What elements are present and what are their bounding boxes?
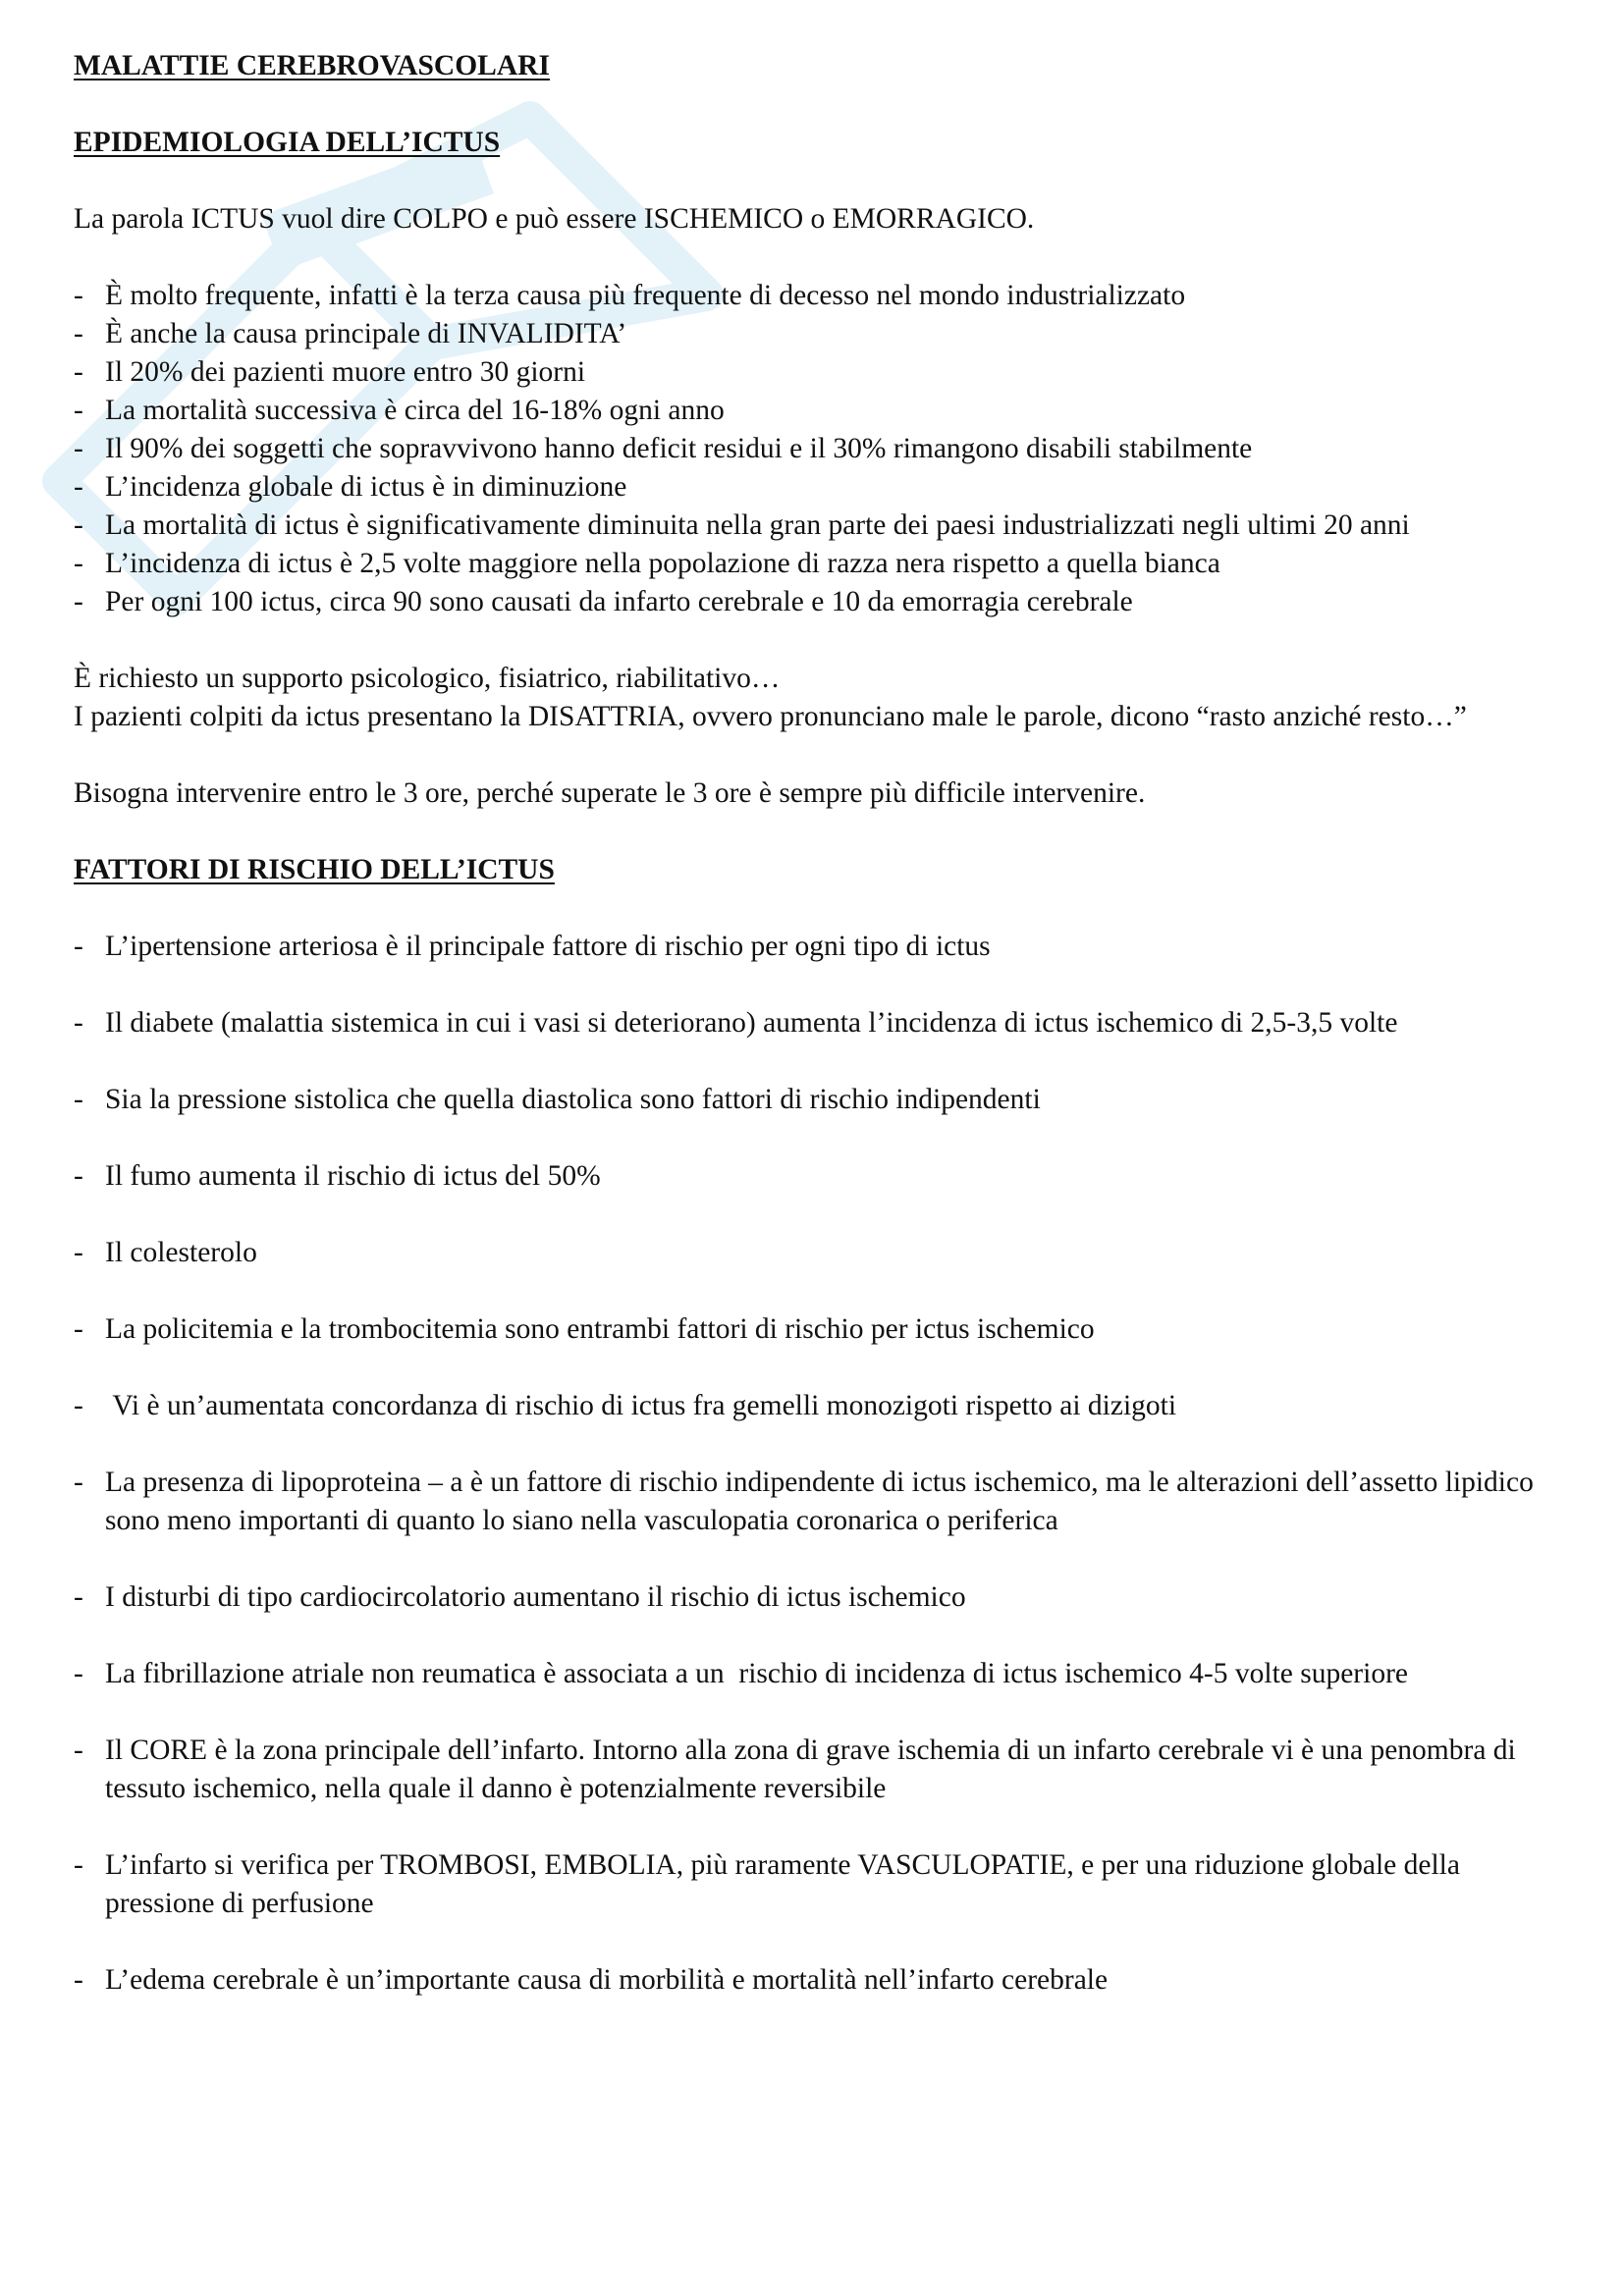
list-item: - Il colesterolo bbox=[74, 1234, 1546, 1272]
list-item: - La presenza di lipoproteina – a è un fattore di rischio indipendente di ictus ischemico, ma le alterazioni dell’assetto lipidico sono meno importanti di quanto lo siano nella vasculopatia coronarica o periferica bbox=[74, 1464, 1546, 1540]
list-item: - La policitemia e la trombocitemia sono entrambi fattori di rischio per ictus ischemico bbox=[74, 1310, 1546, 1349]
list-item: - È molto frequente, infatti è la terza causa più frequente di decesso nel mondo industrializzato bbox=[74, 277, 1546, 315]
risk-factors-list bbox=[74, 928, 1546, 2000]
list-item: - Il 20% dei pazienti muore entro 30 giorni bbox=[74, 353, 1546, 392]
list-item: - Per ogni 100 ictus, circa 90 sono causati da infarto cerebrale e 10 da emorragia cerebrale bbox=[74, 583, 1546, 621]
list-item: - Il fumo aumenta il rischio di ictus del 50% bbox=[74, 1157, 1546, 1196]
list-item: - La fibrillazione atriale non reumatica è associata a un rischio di incidenza di ictus ischemico 4-5 volte superiore bbox=[74, 1655, 1546, 1693]
list-item: - I disturbi di tipo cardiocircolatorio aumentano il rischio di ictus ischemico bbox=[74, 1578, 1546, 1617]
list-item: - L’incidenza di ictus è 2,5 volte maggiore nella popolazione di razza nera rispetto a quella bianca bbox=[74, 545, 1546, 583]
list-item: - La mortalità successiva è circa del 16-18% ogni anno bbox=[74, 392, 1546, 430]
paragraph-dysarthria: I pazienti colpiti da ictus presentano la DISATTRIA, ovvero pronunciano male le parole, dicono “rasto anziché resto…” bbox=[74, 701, 1467, 732]
list-item: - Il 90% dei soggetti che sopravvivono hanno deficit residui e il 30% rimangono disabili stabilmente bbox=[74, 430, 1546, 468]
section-heading-risk-factors: FATTORI DI RISCHIO DELL’ICTUS bbox=[74, 854, 555, 885]
list-item: - L’incidenza globale di ictus è in diminuzione bbox=[74, 468, 1546, 507]
list-item: - Il CORE è la zona principale dell’infarto. Intorno alla zona di grave ischemia di un infarto cerebrale vi è una penombra di tessuto ischemico, nella quale il danno è potenzialmente reversibile bbox=[74, 1732, 1546, 1808]
paragraph-support: È richiesto un supporto psicologico, fisiatrico, riabilitativo… bbox=[74, 663, 781, 694]
document-page bbox=[74, 47, 1546, 2000]
list-item: - Vi è un’aumentata concordanza di rischio di ictus fra gemelli monozigoti rispetto ai dizigoti bbox=[74, 1387, 1546, 1425]
document-title: MALATTIE CEREBROVASCOLARI bbox=[74, 50, 550, 81]
list-item: - L’ipertensione arteriosa è il principale fattore di rischio per ogni tipo di ictus bbox=[74, 928, 1546, 966]
list-item: - È anche la causa principale di INVALIDITA’ bbox=[74, 315, 1546, 353]
list-item: - Sia la pressione sistolica che quella diastolica sono fattori di rischio indipendenti bbox=[74, 1081, 1546, 1119]
epidemiology-list bbox=[74, 277, 1546, 621]
paragraph-intervention: Bisogna intervenire entro le 3 ore, perché superate le 3 ore è sempre più difficile intervenire. bbox=[74, 777, 1146, 809]
section-heading-epidemiology: EPIDEMIOLOGIA DELL’ICTUS bbox=[74, 127, 501, 158]
list-item: - L’infarto si verifica per TROMBOSI, EMBOLIA, più raramente VASCULOPATIE, e per una riduzione globale della pressione di perfusione bbox=[74, 1846, 1546, 1923]
list-item: - La mortalità di ictus è significativamente diminuita nella gran parte dei paesi industrializzati negli ultimi 20 anni bbox=[74, 507, 1546, 545]
list-item: - Il diabete (malattia sistemica in cui i vasi si deteriorano) aumenta l’incidenza di ictus ischemico di 2,5-3,5 volte bbox=[74, 1004, 1546, 1042]
list-item: - L’edema cerebrale è un’importante causa di morbilità e mortalità nell’infarto cerebrale bbox=[74, 1961, 1546, 2000]
intro-paragraph: La parola ICTUS vuol dire COLPO e può essere ISCHEMICO o EMORRAGICO. bbox=[74, 203, 1035, 235]
